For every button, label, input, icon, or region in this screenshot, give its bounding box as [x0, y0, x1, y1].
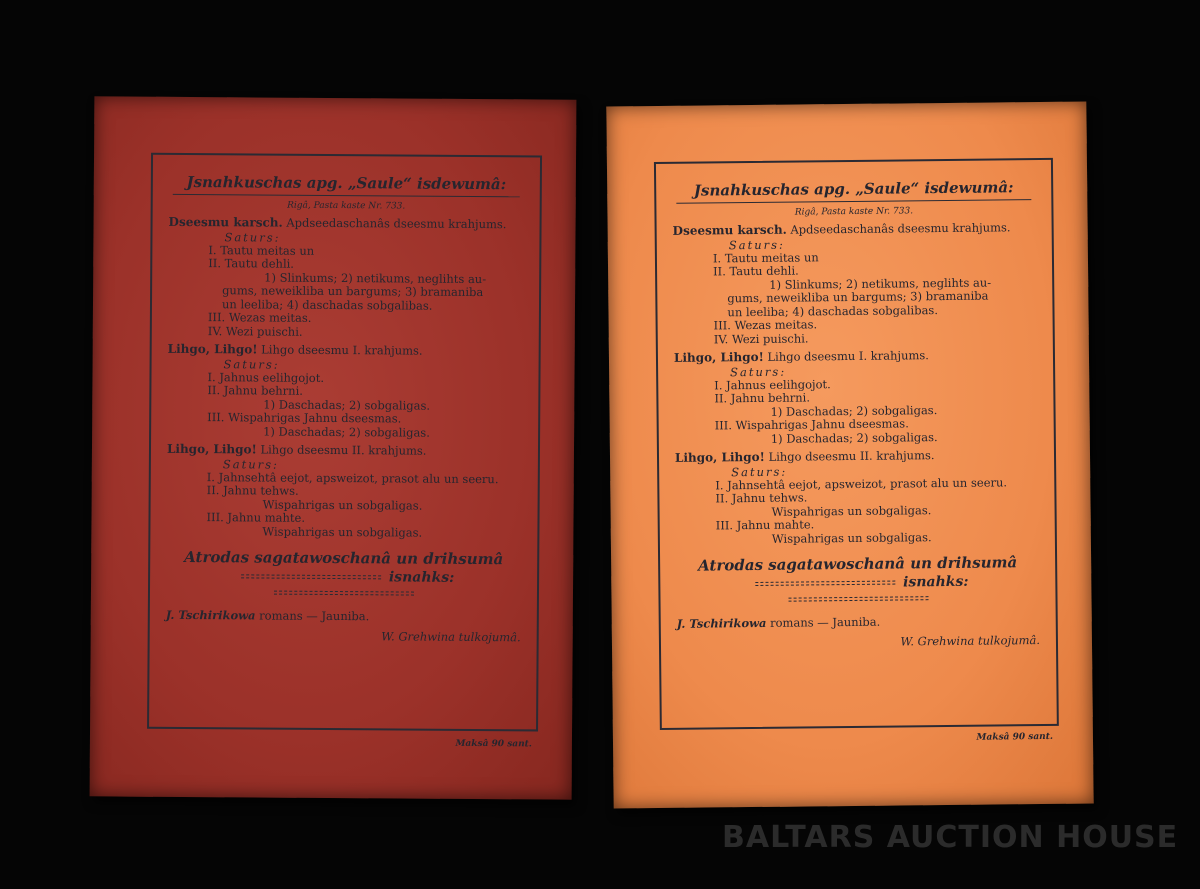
book-entry-3 — [167, 443, 522, 459]
dashed-rule — [241, 574, 381, 579]
contents-subitem: 1) Daschadas; 2) sobgaligas. — [263, 424, 430, 440]
contents-item: II. Jahnu tehws. — [715, 490, 808, 506]
publisher-address: Rigâ, Pasta kaste Nr. 733. — [287, 200, 406, 212]
booklet-cover-red — [90, 96, 577, 799]
contents-item: I. Jahnus eelihgojot. — [714, 376, 831, 392]
contents-item: I. Jahnus eelihgojot. — [207, 369, 325, 385]
contents-subitem: 1) Slinkums; 2) netikums, neglihts au- — [769, 275, 992, 292]
printed-frame — [147, 153, 542, 732]
forthcoming-line — [166, 568, 521, 602]
contents-item: II. Jahnu tehws. — [206, 483, 299, 498]
contents-subitem: gums, neweikliba un bargums; 3) bramaniba — [727, 288, 989, 306]
forthcoming-book — [677, 613, 1040, 631]
contents-item: II. Tautu dehli. — [208, 256, 295, 271]
translator-note: W. Grehwina tulkojumâ. — [381, 629, 521, 645]
forthcoming-author: J. Tschirikowa — [165, 607, 256, 623]
contents-subitem: 1) Daschadas; 2) sobgaligas. — [263, 397, 431, 413]
contents-subitem: 1) Daschadas; 2) sobgaligas. — [770, 429, 938, 446]
book-title: Lihgo, Lihgo! — [674, 449, 765, 465]
publisher-heading: Jsnahkuschas apg. „Saule“ isdewumâ: — [676, 178, 1031, 204]
contents-item: I. Jahnsehtâ eejot, apsweizot, prasot alu un seeru. — [715, 474, 1008, 492]
contents-subitem: gums, neweikliba un bargums; 3) bramaniba — [222, 283, 484, 300]
contents-item: II. Jahnu behrni. — [207, 383, 304, 398]
printed-frame — [654, 158, 1059, 730]
booklet-cover-orange — [606, 102, 1093, 809]
book-subtitle: Lihgo dseesmu I. krahjums. — [261, 342, 423, 358]
contents-subitem: 1) Daschadas; 2) sobgaligas. — [770, 402, 938, 419]
contents-item: III. Wezas meitas. — [207, 310, 312, 325]
contents-item: II. Jahnu behrni. — [714, 390, 811, 406]
contents-label: Saturs: — [730, 364, 787, 379]
contents-label: Saturs: — [728, 237, 785, 252]
contents-item: III. Jahnu mahte. — [206, 510, 306, 525]
dashed-rule — [755, 581, 895, 586]
contents-item: III. Jahnu mahte. — [715, 517, 815, 533]
contents-subitem: 1) Slinkums; 2) netikums, neglihts au- — [264, 270, 487, 286]
contents-subitem: un leeliba; 4) daschadas sobgalibas. — [727, 302, 939, 319]
book-title: Lihgo, Lihgo! — [673, 349, 764, 365]
book-subtitle: Lihgo dseesmu II. krahjums. — [768, 448, 935, 464]
contents-item: III. Wispahrigas Jahnu dseesmas. — [714, 416, 909, 433]
contents-item: III. Wispahrigas Jahnu dseesmas. — [207, 410, 402, 426]
contents-item: I. Tautu meitas un — [712, 249, 819, 265]
book-subtitle: Lihgo dseesmu II. krahjums. — [260, 442, 427, 458]
forthcoming-heading: Atrodas sagatawoschanâ un drihsumâ — [698, 553, 1018, 575]
contents-item: IV. Wezi puischi. — [207, 323, 303, 339]
contents-label: Saturs: — [224, 229, 281, 245]
book-title: Lihgo, Lihgo! — [166, 441, 257, 457]
dashed-rule — [273, 591, 413, 596]
publisher-heading: Jsnahkuschas apg. „Saule“ isdewumâ: — [173, 173, 520, 197]
contents-label: Saturs: — [223, 356, 280, 372]
contents-label: Saturs: — [731, 464, 788, 479]
contents-subitem: un leeliba; 4) daschadas sobgalibas. — [221, 296, 433, 313]
forthcoming-heading: Atrodas sagatawoschanâ un drihsumâ — [184, 547, 504, 569]
book-subtitle: Apdseedaschanâs dseesmu krahjums. — [790, 220, 1011, 237]
contents-item: II. Tautu dehli. — [712, 263, 799, 279]
book-entry-1 — [169, 216, 524, 232]
contents-subitem: Wispahrigas un sobgaligas. — [771, 529, 932, 546]
forthcoming-title: romans — Jauniba. — [259, 608, 370, 624]
contents-item: III. Wezas meitas. — [713, 317, 818, 333]
forthcoming-label: isnahks: — [388, 569, 455, 586]
forthcoming-author: J. Tschirikowa — [676, 615, 767, 631]
book-title: Dseesmu karsch. — [168, 214, 283, 230]
forthcoming-label: isnahks: — [903, 573, 969, 591]
book-subtitle: Lihgo dseesmu I. krahjums. — [767, 348, 929, 364]
forthcoming-line — [676, 573, 1039, 609]
price-label: Maksâ 90 sant. — [455, 738, 532, 750]
dashed-rule — [788, 596, 928, 601]
book-subtitle: Apdseedaschanâs dseesmu krahjums. — [286, 215, 507, 232]
contents-item: I. Jahnsehtâ eejot, apsweizot, prasot alu un seeru. — [206, 469, 499, 486]
contents-item: IV. Wezi puischi. — [713, 330, 809, 346]
book-entry-2 — [168, 343, 523, 359]
contents-label: Saturs: — [222, 456, 279, 472]
auction-house-watermark: BALTARS AUCTION HOUSE — [722, 820, 1179, 855]
forthcoming-title: romans — Jauniba. — [770, 614, 881, 630]
book-title: Dseesmu karsch. — [672, 222, 787, 238]
price-label: Maksâ 90 sant. — [976, 731, 1054, 743]
translator-note: W. Grehwina tulkojumâ. — [900, 633, 1041, 649]
contents-subitem: Wispahrigas un sobgaligas. — [262, 497, 423, 513]
book-title: Lihgo, Lihgo! — [167, 341, 258, 357]
forthcoming-book — [166, 608, 521, 624]
publisher-address: Rigâ, Pasta kaste Nr. 733. — [794, 206, 914, 218]
contents-item: I. Tautu meitas un — [208, 242, 315, 258]
contents-subitem: Wispahrigas un sobgaligas. — [771, 502, 932, 519]
contents-subitem: Wispahrigas un sobgaligas. — [262, 524, 423, 540]
